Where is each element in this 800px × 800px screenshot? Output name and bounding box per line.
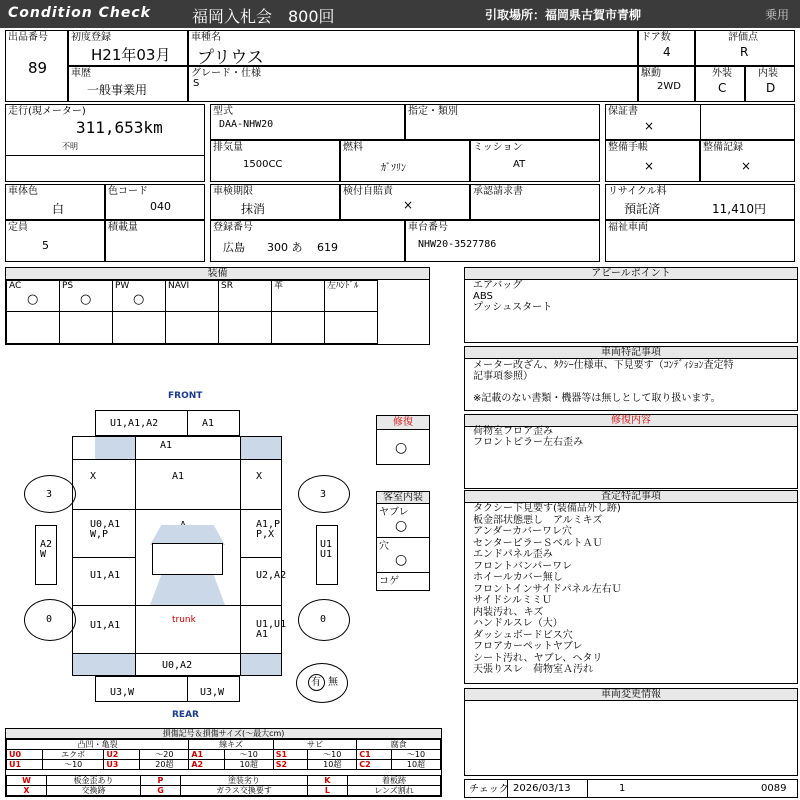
chassis-cell	[405, 220, 600, 262]
interior-label: 内装	[758, 68, 778, 79]
equipment-item-label: PW	[115, 281, 130, 291]
text-line: フロントバンパーワレ	[473, 560, 573, 572]
legend-desc: 10超	[224, 760, 273, 770]
legend-desc: ～10	[43, 760, 104, 770]
designation-label: 指定・類別	[408, 106, 458, 117]
legend-mark-desc: 塗装劣り	[180, 776, 307, 786]
insurance-cell	[340, 184, 470, 220]
legend-mark-code: P	[140, 776, 180, 786]
hood-label: A1	[172, 471, 185, 482]
repair-box	[376, 415, 430, 465]
drive-cell	[638, 66, 695, 102]
rl-quarter-label: U1,A1	[90, 620, 121, 631]
equipment-empty-cell	[112, 311, 166, 344]
left-sill-label: A2 W	[40, 539, 53, 560]
special-title: 車両特記事項	[465, 347, 797, 359]
text-line: ダッシュボードビス穴	[473, 629, 573, 641]
mileage-label: 走行(現メーター)	[8, 106, 86, 117]
displacement-label: 排気量	[213, 142, 243, 153]
first-reg-cell	[68, 30, 188, 66]
equipment-item-label: 革	[274, 281, 284, 291]
service-record-cell	[700, 140, 795, 182]
grade-cell	[188, 66, 638, 102]
legend-mark-desc: ガラス交換要す	[180, 786, 307, 796]
rear-left-bumper-label: U3,W	[110, 687, 135, 698]
rl-door-label: U1,A1	[90, 570, 121, 581]
appeal-panel	[464, 267, 798, 343]
load-label: 積載量	[108, 222, 138, 233]
inspection-value: 抹消	[241, 202, 266, 216]
plate-value: 広島 300 あ 619	[223, 241, 338, 254]
type-cell	[210, 104, 405, 140]
equipment-item-label: 左ﾊﾝﾄﾞﾙ	[327, 281, 359, 291]
brand-title: Condition Check	[8, 5, 151, 21]
check-number: 0089	[761, 783, 787, 794]
inspection-cell	[210, 184, 340, 220]
repair-panel	[464, 414, 798, 489]
special-panel	[464, 346, 798, 411]
equipment-item	[324, 280, 378, 312]
model-cell	[188, 30, 638, 66]
check-count: 1	[619, 783, 626, 794]
color-value: 白	[52, 202, 65, 216]
mileage-note: 不明	[62, 142, 78, 151]
service-record-label: 整備記録	[703, 142, 743, 153]
equipment-item-label: SR	[221, 281, 233, 291]
legend-scratch-label: 線キズ	[189, 740, 273, 750]
legend-desc: 10超	[308, 760, 357, 770]
vehicle-category: 乗用	[765, 8, 790, 22]
text-line: 荷物室フロア歪み	[473, 426, 553, 437]
legend-panel	[5, 728, 442, 797]
designation-cell	[405, 104, 600, 140]
change-panel	[464, 688, 798, 776]
text-line: ハンドルスレ（大）	[473, 618, 563, 629]
text-line: シート汚れ、ヤブレ、ヘタリ	[473, 652, 603, 664]
mission-label: ミッション	[473, 142, 523, 153]
score-value: R	[740, 45, 749, 59]
legend-desc: 20超	[140, 760, 189, 770]
history-cell	[68, 66, 188, 102]
rear-right-bumper-label: U3,W	[200, 687, 225, 698]
warranty-value: ×	[644, 119, 655, 133]
inspection-notes-title: 査定特記事項	[465, 491, 797, 503]
mission-cell	[470, 140, 600, 182]
rr-wheel-label: 0	[320, 614, 327, 625]
service-book-cell	[605, 140, 700, 182]
auction-title: 福岡入札会 800回	[192, 7, 335, 26]
insurance-value: ×	[403, 198, 414, 212]
text-line: メーター改ざん、ﾀｸｼｰ仕様車、下見要す（ｺﾝﾃﾞｨｼｮﾝ査定特	[473, 360, 734, 371]
legend-marks-table	[6, 775, 441, 796]
legend-mark-desc: 板金歪あり	[47, 776, 141, 786]
equipment-item	[59, 280, 113, 312]
grade-label: グレード・仕様	[191, 68, 261, 79]
check-date: 2026/03/13	[513, 783, 571, 794]
chassis-value: NHW20-3527786	[418, 239, 497, 250]
fr-wheel-label: 3	[320, 489, 327, 500]
legend-desc: ～10	[224, 750, 273, 760]
appeal-title: アピールポイント	[465, 268, 797, 280]
fl-fender-label: X	[90, 471, 97, 482]
text-line: 板金部状態悪し アルミキズ	[473, 514, 603, 526]
legend-code: U0	[7, 750, 43, 760]
text-line: ホイールカバー無し	[473, 572, 563, 583]
text-line: アンダーカバーワレ穴	[473, 526, 572, 537]
change-title: 車両変更情報	[465, 689, 797, 701]
equipment-empty-cell	[6, 311, 60, 344]
insurance-label: 検付自賠責	[343, 186, 393, 197]
spare-label: 有	[311, 677, 321, 688]
right-sill-label: U1 U1	[320, 539, 333, 560]
history-value: 一般事業用	[87, 83, 148, 97]
text-line: タクシー下見要す(装備品外し跡)	[473, 503, 621, 514]
trunk-label: trunk	[172, 615, 196, 625]
cabin-burn-label: コゲ	[379, 576, 399, 587]
equipment-grid	[6, 280, 429, 344]
service-book-label: 整備手帳	[608, 142, 648, 153]
equipment-item	[165, 280, 219, 312]
text-line: フロントインサイドパネル左右Ｕ	[473, 583, 622, 595]
equipment-item-value: ○	[80, 292, 92, 307]
type-value: DAA-NHW20	[219, 119, 274, 130]
mileage-cell	[5, 104, 205, 182]
legend-code: A2	[189, 760, 224, 770]
approval-label: 承認請求書	[473, 186, 523, 197]
legend-mark-desc: 交換跡	[47, 786, 141, 796]
cabin-title: 客室内装	[377, 492, 429, 504]
mission-value: AT	[513, 159, 526, 170]
legend-desc: エクボ	[43, 750, 104, 760]
footer-bar	[464, 779, 798, 798]
drive-label: 駆動	[641, 68, 661, 79]
score-label: 評価点	[728, 32, 758, 43]
rear-panel-label: U0,A2	[162, 660, 193, 671]
grade-value: S	[193, 78, 200, 89]
fuel-cell	[340, 140, 470, 182]
equipment-item-label: NAVI	[168, 281, 190, 291]
pickup-location: 引取場所：福岡県古賀市青柳	[485, 8, 642, 22]
repair-box-value: ○	[395, 440, 408, 456]
text-line: センターピラーＳベルトＡＵ	[473, 537, 603, 549]
text-line: 内装汚れ、キズ	[473, 606, 544, 618]
doors-value: 4	[663, 45, 671, 59]
service-book-value: ×	[644, 159, 655, 173]
color-code-label: 色コード	[108, 186, 148, 197]
legend-code: S2	[273, 760, 307, 770]
equipment-item	[271, 280, 325, 312]
interior-value: D	[766, 81, 776, 95]
text-line: 天張りスレ 荷物室Ａ汚れ	[473, 664, 593, 675]
cabin-tear-label: ヤブレ	[379, 507, 409, 518]
recycle-status: 預託済	[624, 202, 661, 216]
rr-quarter-label: U1,U1 A1	[256, 619, 287, 640]
text-line: フロントピラー左右歪み	[473, 437, 583, 448]
fuel-label: 燃料	[343, 142, 363, 153]
recycle-amount: 11,410円	[712, 202, 766, 216]
legend-code: C2	[357, 760, 392, 770]
displacement-cell	[210, 140, 340, 182]
plate-cell	[210, 220, 405, 262]
cabin-tear-value: ○	[395, 518, 408, 534]
legend-dent-label: 凸凹・亀裂	[7, 740, 189, 750]
welfare-cell	[605, 220, 795, 262]
equipment-title: 装備	[6, 268, 429, 280]
color-label: 車体色	[8, 186, 38, 197]
front-left-bumper-label: U1,A1,A2	[110, 418, 159, 429]
text-line: 記事項参照）	[473, 371, 533, 382]
score-cell	[695, 30, 795, 66]
warranty-cell	[605, 104, 795, 140]
text-line: サイドシルミミＵ	[473, 595, 553, 606]
first-reg-value: H21年03月	[91, 46, 171, 64]
lot-label: 出品番号	[8, 32, 48, 43]
color-cell	[5, 184, 105, 220]
legend-desc: ～20	[140, 750, 189, 760]
chassis-label: 車台番号	[408, 222, 448, 233]
legend-desc: ～10	[308, 750, 357, 760]
fl-wheel-label: 3	[46, 489, 53, 500]
cabin-glass	[152, 543, 223, 575]
legend-mark-desc: 着板跡	[347, 776, 440, 786]
model-value: プリウス	[197, 48, 264, 68]
recycle-cell	[605, 184, 795, 220]
fuel-value: ｶﾞｿﾘﾝ	[381, 163, 406, 174]
check-label: チェック	[469, 784, 509, 795]
load-cell	[105, 220, 205, 262]
cabin-box	[376, 491, 430, 591]
repair-title: 修復内容	[465, 415, 797, 427]
legend-rust-label: サビ	[273, 740, 356, 750]
fl-door-label: U0,A1 W,P	[90, 519, 121, 540]
color-code-value: 040	[150, 200, 171, 213]
exterior-cell	[695, 66, 745, 102]
hood-front-label: A1	[160, 440, 173, 451]
legend-code: U2	[104, 750, 140, 760]
legend-code: U3	[104, 760, 140, 770]
mileage-value: 311,653km	[76, 118, 163, 137]
model-label: 車種名	[191, 32, 221, 43]
text-line: プッシュスタート	[473, 302, 553, 313]
text-line: フロアカーペットヤブレ	[473, 641, 583, 652]
capacity-label: 定員	[8, 222, 28, 233]
capacity-cell	[5, 220, 105, 262]
equipment-item	[112, 280, 166, 312]
equipment-item-label: AC	[9, 281, 22, 291]
legend-mark-code: L	[307, 786, 347, 796]
equipment-item-label: PS	[62, 281, 74, 291]
legend-corrosion-label: 腐食	[357, 740, 441, 750]
plate-label: 登録番号	[213, 222, 253, 233]
equipment-item	[218, 280, 272, 312]
first-reg-label: 初度登録	[71, 32, 111, 43]
doors-label: ドア数	[641, 32, 671, 43]
legend-mark-code: X	[7, 786, 47, 796]
equipment-item-value: ○	[27, 292, 39, 307]
legend-desc: 10超	[391, 760, 440, 770]
service-record-value: ×	[741, 159, 752, 173]
displacement-value: 1500CC	[243, 159, 283, 170]
text-line: ※記載のない書類・機器等は無しとして取り扱います。	[473, 393, 721, 404]
rear-label: REAR	[172, 710, 199, 720]
legend-desc: ～10	[391, 750, 440, 760]
approval-cell	[470, 184, 600, 220]
front-right-bumper-label: A1	[202, 418, 215, 429]
interior-cell	[745, 66, 795, 102]
legend-code: A1	[189, 750, 224, 760]
repair-box-title: 修復	[377, 416, 429, 430]
text-line: エンドパネル歪み	[473, 549, 553, 560]
equipment-empty-cell	[324, 311, 378, 344]
color-code-cell	[105, 184, 205, 220]
recycle-label: リサイクル料	[608, 186, 667, 197]
equipment-empty-cell	[271, 311, 325, 344]
legend-mark-code: K	[307, 776, 347, 786]
lot-cell	[5, 30, 68, 102]
legend-mark-desc: レンズ割れ	[347, 786, 440, 796]
front-label: FRONT	[168, 391, 203, 401]
exterior-value: C	[718, 81, 727, 95]
doors-cell	[638, 30, 695, 66]
capacity-value: 5	[42, 239, 49, 252]
legend-title: 損傷記号＆損傷サイズ(～最大cm)	[6, 729, 441, 739]
inspection-label: 車検期限	[213, 186, 253, 197]
legend-table	[6, 739, 441, 770]
history-label: 車歴	[71, 68, 91, 79]
equipment-empty-cell	[218, 311, 272, 344]
header-bar	[0, 0, 800, 28]
rl-wheel-label: 0	[46, 614, 53, 625]
fr-door-label: A1,P P,X	[256, 519, 281, 540]
warranty-label: 保証書	[608, 106, 638, 117]
equipment-empty-cell	[59, 311, 113, 344]
drive-value: 2WD	[657, 81, 681, 92]
lot-number: 89	[28, 59, 48, 77]
cabin-hole-label: 穴	[379, 541, 389, 552]
legend-mark-code: G	[140, 786, 180, 796]
equipment-item	[6, 280, 60, 312]
car-diagram	[0, 385, 376, 725]
inspection-notes-panel	[464, 490, 798, 684]
rr-door-label: U2,A2	[256, 570, 287, 581]
welfare-label: 福祉車両	[608, 222, 648, 233]
text-line: ABS	[473, 291, 493, 302]
legend-code: C1	[357, 750, 392, 760]
equipment-item-value: ○	[133, 292, 145, 307]
legend-code: S1	[273, 750, 307, 760]
equipment-empty-cell	[165, 311, 219, 344]
legend-mark-code: W	[7, 776, 47, 786]
exterior-label: 外装	[712, 68, 732, 79]
spare-none-label: 無	[328, 677, 338, 688]
equipment-panel	[5, 267, 430, 345]
text-line: エアバッグ	[473, 280, 523, 291]
cabin-hole-value: ○	[395, 552, 408, 568]
fr-fender-label: X	[256, 471, 263, 482]
legend-code: U1	[7, 760, 43, 770]
type-label: 型式	[213, 106, 233, 117]
